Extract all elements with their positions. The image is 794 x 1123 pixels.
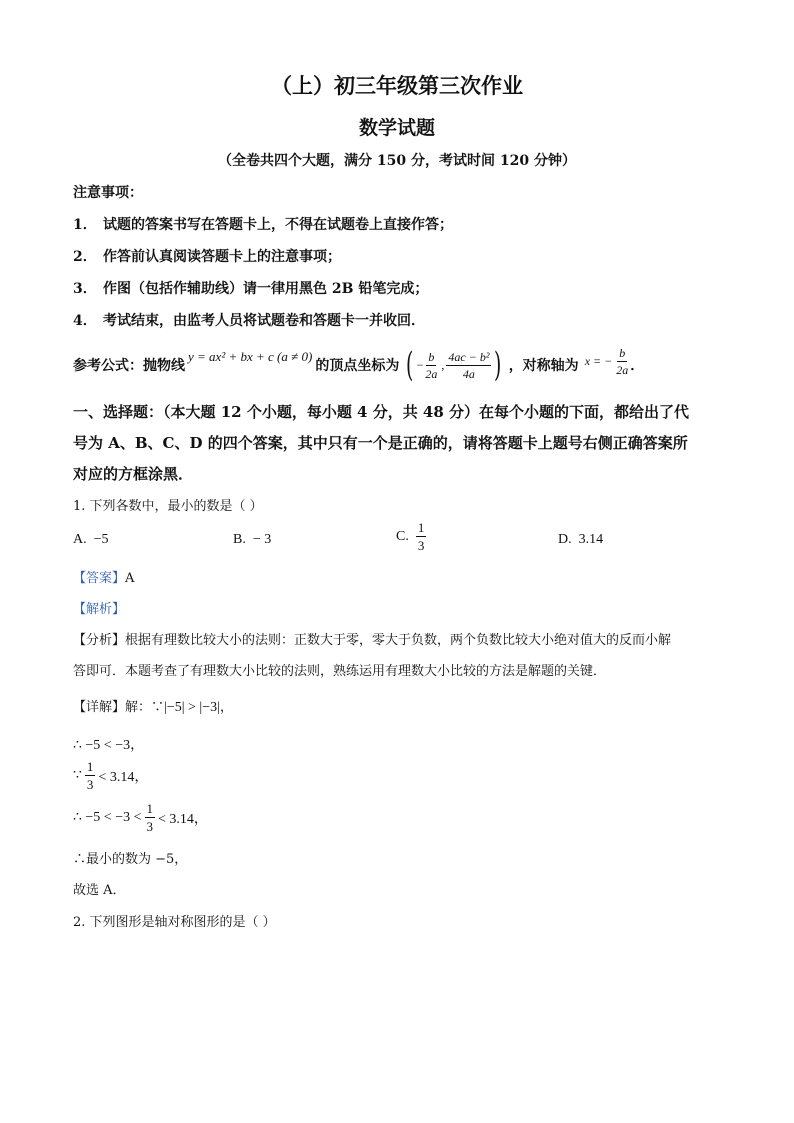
choice-d: D. 3.14 [558, 532, 604, 547]
right-paren: ) [494, 345, 502, 385]
fenxi-tag: 【分析】 [73, 633, 126, 648]
answer-value: A [125, 571, 135, 586]
section-heading-line-3: 对应的方框涂黑． [73, 465, 194, 483]
note-item-4 [73, 310, 425, 330]
note-item-3 [73, 278, 428, 298]
note-number: 1． [73, 217, 97, 233]
fenxi-line-2: 答即可．本题考查了有理数大小比较的法则，熟练运用有理数大小比较的方法是解题的关键． [73, 664, 607, 679]
choice-c: C. $\frac{1}{3}$ [396, 520, 425, 553]
choice-b: B. − 3 [233, 532, 272, 547]
left-paren: ( [406, 345, 414, 385]
note-item-2 [73, 246, 341, 266]
solution-step-3: ∵ $\frac{1}{3}$ < 3.14， [73, 759, 149, 792]
solution-step-2: ∴ −5 < −3， [73, 738, 145, 753]
step-4-fraction: $\frac{1}{3}$ [146, 801, 153, 834]
vertex-coordinates: ( − $\frac{b}{2a}$ , $\frac{\text{4ac − b²}}{4a}$ ) [406, 345, 502, 385]
note-item-1 [73, 214, 453, 234]
note-text: 作答前认真阅读答题卡上的注意事项； [103, 249, 341, 265]
exam-info: （全卷共四个大题，满分 150 分，考试时间 120 分钟） [218, 153, 576, 169]
solution-step-5: ∴最小的数为 −5， [73, 852, 188, 867]
axis-label: ，对称轴为 [508, 358, 579, 374]
xiangjie-tag: 【详解】 [73, 700, 126, 715]
solution-step-1: 【详解】解：∵|−5| > |−3|， [73, 700, 233, 715]
question-1-stem: 1. 下列各数中，最小的数是（ ） [73, 499, 263, 514]
page-title: （上）初三年级第三次作业 [271, 73, 523, 98]
formula-line [73, 343, 644, 387]
fenxi-line-1: 【分析】根据有理数比较大小的法则：正数大于零，零大于负数，两个负数比较大小绝对值大的反而小解 [73, 633, 672, 648]
answer-tag: 【答案】 [73, 571, 126, 586]
choice-a-value: −5 [93, 532, 109, 547]
choice-a: A. −5 [73, 532, 109, 547]
formula-end: ． [630, 358, 645, 374]
choice-d-value: 3.14 [578, 532, 604, 547]
question-2-stem: 2. 下列图形是轴对称图形的是（ ） [73, 915, 276, 930]
note-number: 2． [73, 249, 97, 265]
vertex-y-fraction: $\frac{\text{4ac − b²}}{4a}$ [448, 349, 490, 381]
solution-step-4: ∴ −5 < −3 < $\frac{1}{3}$ < 3.14， [73, 801, 208, 834]
note-text: 考试结束，由监考人员将试题卷和答题卡一并收回． [103, 313, 425, 329]
axis-formula: x = − $\frac{b}{2a}$ [584, 345, 629, 377]
note-text: 试题的答案书写在答题卡上，不得在试题卷上直接作答； [103, 217, 453, 233]
section-heading-line-2: 号为 A、B、C、D 的四个答案，其中只有一个是正确的，请将答题卡上题号右侧正确答案所 [73, 434, 688, 452]
section-heading-line-1: 一、选择题：（本大题 12 个小题，每小题 4 分，共 48 分）在每个小题的下面，都给出了代 [73, 403, 690, 421]
step-3-fraction: $\frac{1}{3}$ [86, 759, 94, 792]
answer-line [73, 567, 134, 586]
parabola-equation: y = ax² + bx + c (a ≠ 0) [188, 349, 313, 364]
conclusion: 故选 A． [73, 883, 126, 898]
note-text: 作图（包括作辅助线）请一律用黑色 2B 铅笔完成； [103, 281, 429, 297]
note-number: 3． [73, 281, 97, 297]
note-number: 4． [73, 313, 97, 329]
choice-c-fraction: $\frac{1}{3}$ [417, 520, 425, 553]
vertex-x-fraction: $\frac{b}{2a}$ [425, 349, 438, 381]
notes-heading: 注意事项： [73, 185, 143, 201]
subject-title: 数学试题 [358, 117, 435, 139]
choice-b-value: − 3 [252, 532, 272, 547]
analysis-tag: 【解析】 [73, 602, 126, 617]
vertex-label: 的顶点坐标为 [315, 358, 400, 374]
formula-lead: 参考公式：抛物线 [73, 358, 185, 374]
axis-fraction: $\frac{b}{2a}$ [616, 345, 629, 377]
